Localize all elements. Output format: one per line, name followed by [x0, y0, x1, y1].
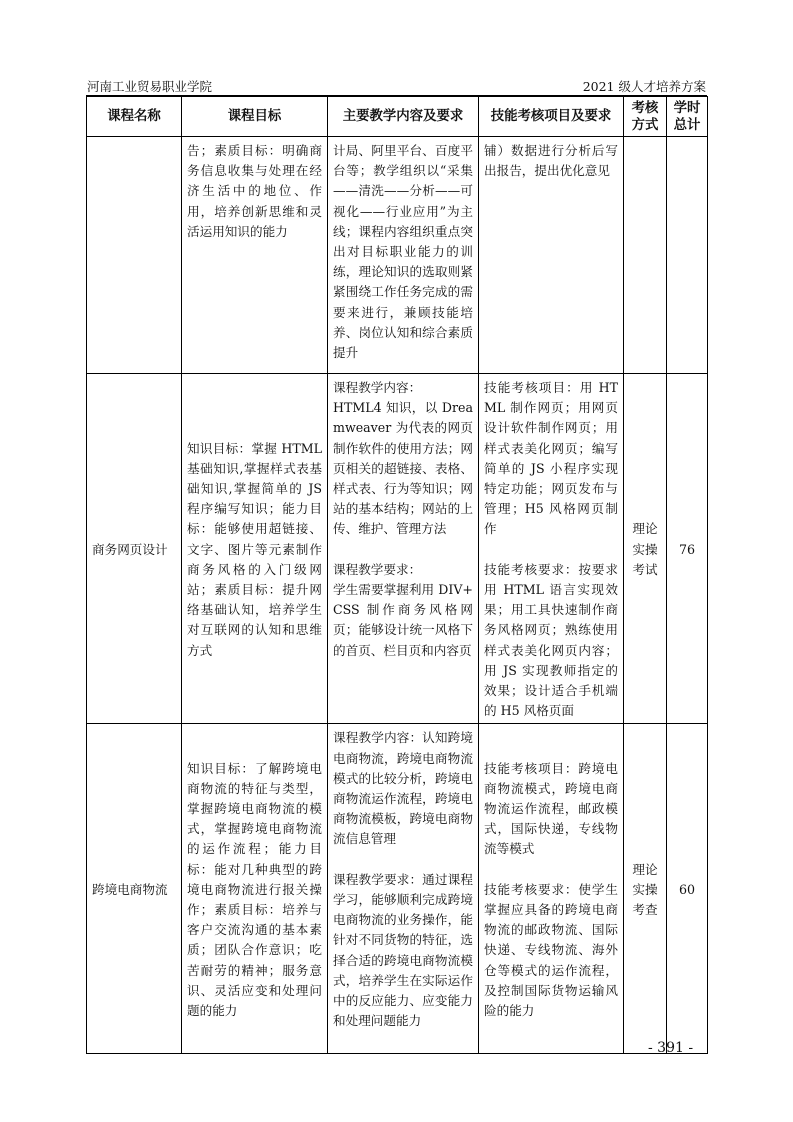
course-table [86, 96, 708, 1054]
column-header-course-name: 课程名称 [87, 97, 182, 137]
column-header-course-goal: 课程目标 [182, 97, 328, 137]
course-content-cell: 计局、阿里平台、百度平台等；教学组织以“采集——清洗——分析——可视化——行业应用”为主线；课程内容组织重点突出对目标职业能力的训练，理论知识的选取则紧紧围绕工作任务完成的需要来进行，兼顾技能培养、岗位认知和综合素质提升 [328, 137, 479, 374]
course-content-cell: 课程教学内容：认知跨境电商物流，跨境电商物流模式的比较分析，跨境电商物流运作流程，跨境电商物流模板，跨境电商物流信息管理 课程教学要求：通过课程学习，能够顺利完成跨境电商物流的业务操作，能针对不同货物的特征，选择合适的跨境电商物流模式，培养学生在实际运作中的反应能力、应变能力和处理问题能力 [328, 724, 479, 1054]
course-goal-cell: 知识目标：掌握 HTML 基础知识,掌握样式表基础知识,掌握简单的 JS 程序编写知识；能力目标：能够使用超链接、文字、图片等元素制作商务风格的入门级网站；素质目标：提升网络基础认知，培养学生对互联网的认知和思维方式 [182, 374, 328, 724]
table-header-row [87, 97, 708, 137]
total-hours-cell: 60 [667, 724, 708, 1054]
skill-cell: 铺）数据进行分析后写出报告，提出优化意见 [479, 137, 624, 374]
course-goal-cell: 知识目标：了解跨境电商物流的特征与类型，掌握跨境电商物流的模式，掌握跨境电商物流的运作流程；能力目标：能对几种典型的跨境电商物流进行报关操作；素质目标：培养与客户交流沟通的基本素质；团队合作意识；吃苦耐劳的精神；服务意识、灵活应变和处理问题的能力 [182, 724, 328, 1054]
column-header-skill: 技能考核项目及要求 [479, 97, 624, 137]
skill-cell: 技能考核项目：用 HTML 制作网页；用网页设计软件制作网页；用样式表美化网页；编写简单的 JS 小程序实现特定功能；网页发布与管理；H5 风格网页制作 技能考核要求：按要求用 HTML 语言实现效果；用工具快速制作商务风格网页；熟练使用样式表美化网页内容；用 JS 实现教师指定的效果；设计适合手机端的 H5 风格页面 [479, 374, 624, 724]
page-header [86, 74, 707, 94]
table-row [87, 724, 708, 1054]
column-header-exam-method: 考核方式 [624, 97, 667, 137]
exam-method-cell [624, 137, 667, 374]
total-hours-cell [667, 137, 708, 374]
course-name-cell: 商务网页设计 [87, 374, 182, 724]
course-name-cell: 跨境电商物流 [87, 724, 182, 1054]
column-header-content: 主要教学内容及要求 [328, 97, 479, 137]
header-school-name: 河南工业贸易职业学院 [87, 79, 213, 94]
exam-method-cell: 理论 实操 考试 [624, 374, 667, 724]
header-document-title: 2021 级人才培养方案 [582, 79, 706, 94]
course-goal-cell: 告；素质目标：明确商务信息收集与处理在经济生活中的地位、作用，培养创新思维和灵活运用知识的能力 [182, 137, 328, 374]
course-content-cell: 课程教学内容： HTML4 知识，以 Dreamweaver 为代表的网页制作软件的使用方法；网页相关的超链接、表格、样式表、行为等知识；网站的基本结构；网站的上传、维护、管理方法 课程教学要求： 学生需要掌握利用 DIV+CSS 制作商务风格网页；能够设计统一风格下的首页、栏目页和内容页 [328, 374, 479, 724]
total-hours-cell: 76 [667, 374, 708, 724]
page-number: - 391 - [648, 1040, 694, 1056]
skill-cell: 技能考核项目：跨境电商物流模式，跨境电商物流运作流程，邮政模式，国际快递，专线物流等模式 技能考核要求：使学生掌握应具备的跨境电商物流的邮政物流、国际快递、专线物流、海外仓等模式的运作流程，及控制国际货物运输风险的能力 [479, 724, 624, 1054]
exam-method-cell: 理论 实操 考查 [624, 724, 667, 1054]
table-row [87, 137, 708, 374]
table-row [87, 374, 708, 724]
course-name-cell [87, 137, 182, 374]
column-header-total-hours: 学时总计 [667, 97, 708, 137]
